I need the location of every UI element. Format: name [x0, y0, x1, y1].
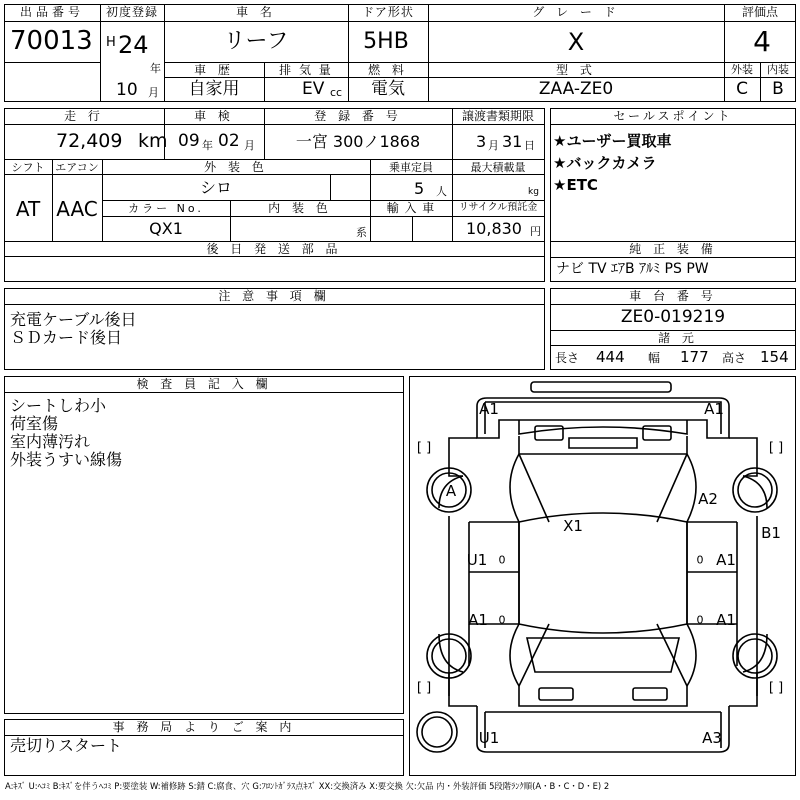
sales-point: ★バックカメラ [553, 154, 657, 172]
inspection-label: 車 検 [194, 109, 234, 123]
year-unit: 年 [150, 62, 161, 75]
damage-mark-door-left-front: U1 [466, 551, 488, 569]
fuel: 電気 [371, 79, 405, 99]
notes-label: 注 意 事 項 欄 [218, 289, 330, 303]
car-diagram [409, 376, 796, 776]
mileage: 72,409 [56, 130, 123, 152]
width-label: 幅 [648, 351, 661, 365]
ac-label: エアコン [55, 161, 99, 174]
ext-grade-label: 外装 [731, 63, 753, 76]
bracket-mark: [ ] [416, 680, 432, 696]
capacity-unit: 人 [436, 185, 447, 198]
color-no-label: カラー No. [128, 202, 204, 215]
ext-color-label: 外 装 色 [204, 160, 268, 174]
inspection-year: 09 [178, 131, 200, 151]
int-grade-label: 内装 [767, 63, 789, 76]
damage-mark-door-right-rear: A1 [716, 611, 736, 629]
import-label: 輸 入 車 [386, 201, 436, 215]
sales-points-label: セールスポイント [613, 109, 733, 123]
inspector-line: 外装うすい線傷 [10, 450, 123, 469]
damage-mark-door-right-front: A1 [716, 551, 736, 569]
car-name: リーフ [223, 29, 289, 54]
inspector-label: 検 査 員 記 入 欄 [136, 377, 272, 391]
damage-mark-tire-left: A [445, 482, 457, 500]
lot-no: 70013 [10, 26, 93, 56]
damage-mark-rear-left: U1 [478, 729, 500, 747]
spec-label: 諸 元 [658, 331, 698, 345]
damage-mark-fender-right: A2 [698, 490, 718, 508]
lot-no-label: 出品番号 [19, 5, 85, 19]
first-reg-label: 初度登録 [105, 5, 159, 19]
note-line: 充電ケーブル後日 [10, 310, 137, 329]
score-label: 評価点 [741, 5, 779, 19]
inspection-year-unit: 年 [202, 139, 213, 152]
length-label: 長さ [555, 351, 580, 365]
displacement-unit: cc [330, 86, 343, 99]
history-label: 車 歴 [194, 63, 234, 77]
damage-mark-roof: X1 [563, 517, 583, 535]
first-reg-month: 10 [116, 80, 138, 100]
grade-label: グ レ ー ド [532, 5, 620, 19]
handle-mark: 0 [498, 613, 506, 627]
era: H [106, 35, 116, 50]
model-label: 型 式 [556, 63, 596, 77]
equipment: ナビ TV ｴｱB ｱﾙﾐ PS PW [556, 261, 709, 277]
office-label: 事 務 局 よ り ご 案 内 [112, 720, 296, 734]
inspector-line: シートしわ小 [10, 396, 107, 415]
car-name-label: 車 名 [236, 5, 276, 19]
transfer-month: 3 [476, 132, 487, 151]
door-label: ドア形状 [362, 5, 414, 19]
load-label: 最大積載量 [470, 161, 526, 174]
color-no: QX1 [149, 219, 183, 238]
plate-label: 登 録 番 号 [314, 109, 402, 123]
bracket-mark: [ ] [768, 440, 784, 456]
height: 154 [760, 348, 789, 366]
ac: AAC [56, 197, 98, 221]
note-line: ＳＤカード後日 [10, 328, 123, 347]
ext-color: シロ [199, 178, 233, 197]
inspection-month: 02 [218, 131, 240, 151]
int-grade: B [772, 79, 784, 99]
month-unit: 月 [148, 86, 159, 99]
equipment-label: 純 正 装 備 [629, 242, 717, 256]
handle-mark: 0 [696, 553, 704, 567]
office-message: 売切りスタート [10, 736, 123, 755]
inspector-line: 荷室傷 [10, 414, 59, 433]
int-color-unit: 系 [356, 226, 367, 239]
sales-point: ★ETC [553, 176, 598, 194]
damage-mark-front-right: A1 [704, 400, 724, 418]
transfer-month-unit: 月 [488, 139, 499, 152]
shift: AT [15, 197, 41, 221]
later-parts-label: 後 日 発 送 部 品 [206, 242, 342, 256]
bracket-mark: [ ] [768, 680, 784, 696]
damage-mark-front-left: A1 [479, 400, 499, 418]
displacement-label: 排 気 量 [279, 63, 333, 77]
inspector-line: 室内薄汚れ [10, 432, 91, 451]
mileage-unit: km [138, 130, 168, 152]
model: ZAA-ZE0 [538, 79, 614, 99]
recycle-fee: 10,830 [466, 219, 522, 238]
legend: A:ｷｽﾞ U:ﾍｺﾐ B:ｷｽﾞを伴うﾍｺﾐ P:要塗装 W:補修跡 S:錆 C:腐食、穴 G:ﾌﾛﾝﾄｶﾞﾗｽ点ｷｽﾞ XX:交換済み X:要交換 欠:欠品 内・外装評価 5段階ﾗﾝｸ順(A・B・C・D・E) 2 [5, 781, 610, 791]
damage-mark-rear-right: A3 [702, 729, 722, 747]
width: 177 [680, 348, 709, 366]
mileage-label: 走 行 [64, 109, 104, 123]
shift-label: シフト [11, 161, 45, 174]
handle-mark: 0 [498, 553, 506, 567]
score: 4 [753, 25, 771, 58]
inspection-month-unit: 月 [244, 139, 255, 152]
ext-grade: C [736, 79, 748, 99]
notes-list [10, 311, 137, 347]
transfer-day: 31 [502, 132, 523, 151]
chassis-number: ZE0-019219 [620, 307, 726, 327]
recycle-label: リサイクル預託金 [458, 202, 538, 213]
door-type: 5HB [363, 29, 409, 54]
load-unit: kg [528, 187, 539, 197]
capacity: 5 [414, 179, 425, 198]
fuel-label: 燃 料 [368, 63, 408, 77]
transfer-day-unit: 日 [524, 139, 535, 152]
first-reg-year: 24 [118, 31, 149, 59]
damage-mark-right-edge: B1 [761, 524, 781, 542]
int-color-label: 内 装 色 [268, 201, 332, 215]
recycle-unit: 円 [530, 225, 541, 238]
inspector-notes [10, 397, 122, 469]
damage-mark-door-left-rear: A1 [468, 611, 488, 629]
sales-point: ★ユーザー買取車 [553, 132, 672, 150]
bracket-mark: [ ] [416, 440, 432, 456]
height-label: 高さ [722, 351, 747, 365]
plate: 一宮 300ノ1868 [295, 132, 421, 151]
grade: X [567, 28, 585, 56]
history: 自家用 [188, 79, 240, 99]
handle-mark: 0 [696, 613, 704, 627]
length: 444 [596, 348, 625, 366]
chassis-label: 車 台 番 号 [629, 289, 717, 303]
transfer-label: 譲渡書類期限 [461, 109, 535, 123]
capacity-label: 乗車定員 [389, 161, 433, 174]
displacement: EV [302, 79, 325, 99]
sales-points-list [553, 130, 671, 196]
